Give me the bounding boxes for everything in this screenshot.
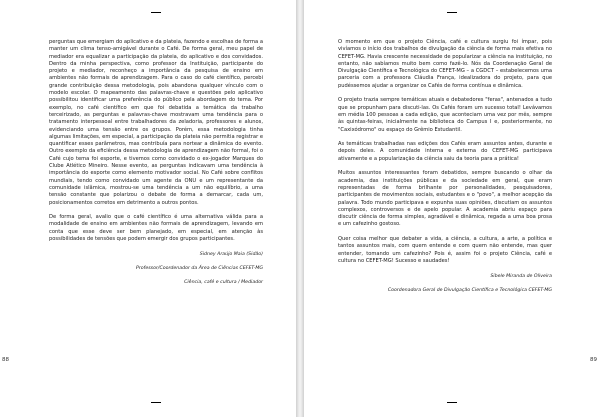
paragraph: De forma geral, avalio que o café científico é uma alternativa válida para a modalidade de ensino em ambientes não formais de aprendizagem, levando em conta que esse deve ser bem planejado, em especial, em atenção às possibilidades de tensões que podem emergir dos grupos participantes.: [49, 214, 263, 243]
crop-mark: [151, 12, 161, 13]
left-text-column: [49, 39, 263, 294]
right-page: [304, 0, 600, 417]
signature-name: Sibele Miranda de Oliveira: [490, 273, 552, 279]
paragraph: O momento em que o projeto Ciência, café e cultura surgiu foi ímpar, pois vivíamos o início dos trabalhos de divulgação da ciência de forma mais efetiva no CEFET-MG. Havia crescente necessidade de popularizar a ciência na instituição, no entanto, não sabíamos muito bem como fazê-lo. Nós da Coordenação Geral de Divulgação Científica e Tecnológica do CEFET-MG – a CGDCT – estabelecemos uma parceria com a professora Cláudia França, idealizadora do projeto, para que pudéssemos ajudar a organizar os Cafés de forma contínua e dinâmica.: [338, 39, 552, 89]
crop-mark: [447, 12, 457, 13]
signature-block: [49, 251, 263, 287]
crop-mark: [447, 402, 457, 403]
page-number: 88: [2, 357, 9, 363]
signature-name: Sidney Araújo Maia (Sidão): [199, 251, 263, 257]
signature-role: Professor/Coordenador da Área de Ciências CEFET-MG: [136, 265, 263, 271]
paragraph: Muitos assuntos interessantes foram debatidos, sempre buscando o olhar da academia, das instituições públicas e da sociedade em geral, que eram representadas de forma brilhante por personalidades, pesquisadores, participantes de movimentos sociais, estudantes e o "povo", a melhor acepção da palavra. Todo mundo participava e expunha suas opiniões, discutiam os assuntos complexos, controversos e de apelo popular. A academia abriu espaço para discutir ciência de forma simples, agradável e dinâmica, regada a uma boa prosa e um cafezinho gostoso.: [338, 170, 552, 228]
signature-detail: Ciência, café e cultura / Mediador: [184, 280, 263, 286]
paragraph: As temáticas trabalhadas nas edições dos Cafés eram assuntos antes, durante e depois deles. A comunidade interna e externa do CEFET-MG participava ativamente e a popularização da ciência saiu da teoria para a prática!: [338, 141, 552, 162]
right-text-column: [338, 39, 552, 301]
paragraph: Quer coisa melhor que debater a vida, a ciência, a cultura, a arte, a política e tantos assuntos mais, com quem entende e com quem não entende, mas quer entender, tomando um cafezinho? Pois é, assim foi o projeto Ciência, café e cultura no CEFET-MG! Sucesso e saudades!: [338, 236, 552, 264]
crop-mark: [151, 402, 161, 403]
book-gutter: [296, 0, 304, 417]
page-number: 89: [590, 357, 597, 363]
signature-block: [338, 273, 552, 294]
paragraph: O projeto trazia sempre temáticas atuais e debatedores "feras", antenados a tudo que se propunham para discuti-las. Os Cafés foram um sucesso total! Levávamos em média 100 pessoas a cada edição, que aconteciam uma vez por mês, sempre às quintas-feiras, inicialmente na biblioteca do Campus I e, posteriormente, no "Caxixódromo" ou espaço do Grêmio Estudantil.: [338, 97, 552, 133]
left-page: [0, 0, 296, 417]
paragraph: perguntas que emergiam do aplicativo e da plateia, fazendo e escolhas de forma a manter um clima tenso-amigável durante o Café. De forma geral, meu papel de mediador era equalizar a participação da plateia, do aplicativo e dos convidados. Dentro da minha perspectiva, como professor da Instituição, participante do projeto e mediador, reconheço a importância da pesquisa de ensino em ambientes não formais de aprendizagem. Para o caso do café científico, percebi grande contribuição dessa metodologia, pois abandona qualquer vínculo com o modelo escolar. O mapeamento das palavras-chave e questões pelo aplicativo possibilitou identificar uma preferência do público pela abordagem do tema. Por exemplo, no café científico em que foi debatida a temática da trabalho terceirizado, as perguntas e palavras-chave mostravam uma tendência para o tratamento interpessoal entre trabalhadores da zeladoria, professores e alunos, evidenciando uma tensão entre os grupos. Porém, essa metodologia tinha algumas limitações, em especial, a participação da plateia não permitia registrar e quantificar esses parâmetros, mas contribuía para nortear a dinâmica do evento. Outro exemplo da eficiência dessa metodologia de aprendizagem não formal, foi o Café cujo tema foi esporte, e tivemos como convidado o ex-jogador Marques do Clube Atlético Mineiro. Nesse evento, as perguntas indicavam uma tendência à importância do esporte como elemento motivador social. No Café sobre conflitos mundiais, tendo como convidado um agente da ONU e um representante da comunidade islâmica, mostrou-se uma tendência a um não equilíbrio, a uma tensão constante que polarizou o debate de forma a demarcar, cada um, posicionamentos corretos em detrimento a outros pontos.: [49, 39, 263, 206]
signature-role: Coordenadora Geral de Divulgação Científica e Tecnológica CEFET-MG: [387, 287, 552, 293]
